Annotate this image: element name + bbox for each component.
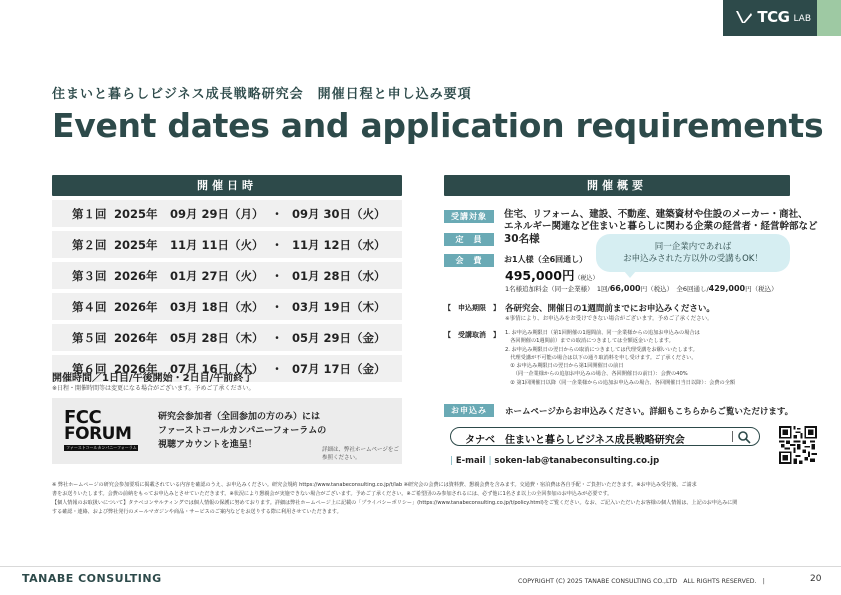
cancel-item: 1. お申込み期限日（第1回開催の1週間前、同一企業様からの追加お申込みの場合は (505, 330, 700, 336)
session-separator: ・ (271, 361, 283, 376)
session-year: 2026年 (114, 330, 158, 345)
add-unit1: 円（税込） 全6回通し/ (640, 285, 709, 293)
price-value: 495,000 (505, 268, 562, 283)
schedule-section (52, 175, 402, 382)
search-icon[interactable] (737, 430, 751, 444)
cancel-item: 代理受講が不可能の場合は以下の通り取消料を申し受けます。ご了承ください。 (505, 354, 697, 361)
capacity-tag: 定 員 (444, 233, 494, 246)
cancel-item: 2. お申込み期限日の翌日からの取消につきましては代理受講をお願いいたします。 (505, 346, 698, 353)
add-label: 1名様追加料金（同一企業様） 1回/ (505, 285, 610, 293)
session-number: 第５回 (72, 330, 107, 345)
copyright: COPYRIGHT (C) 2025 TANABE CONSULTING CO.,LTD ALL RIGHTS RESERVED. | (518, 578, 765, 585)
footer-company-logo: TANABE CONSULTING (22, 572, 162, 585)
fcc-logo-line2: FORUM (64, 424, 132, 444)
session-number: 第４回 (72, 299, 107, 314)
session-end-date: 03月 19日（木） (292, 299, 386, 314)
footnote-line4: する確認・連絡、および弊社発行のメールマガジンや商品・サービスのご案内などをお送りする際に利用させていただきます。 (52, 509, 342, 515)
session-start-date: 11月 11日（火） (170, 237, 264, 252)
session-end-date: 09月 30日（火） (292, 206, 386, 221)
email-label: E-mail (455, 456, 486, 466)
session-start-date: 01月 27日（火） (170, 268, 264, 283)
schedule-note: ※日程・開催時間等は変更になる場合がございます。予めご了承ください。 (52, 385, 255, 392)
session-number: 第１回 (72, 206, 107, 221)
logo-main: TCG (757, 8, 790, 26)
footnote-line2: 書をお送りいたします。会費の前納をもってお申込みとさせていただきます。※状況により懇親会が実施できない場合がございます。予めご了承ください。※ご希望団のみ参加されるには、必ず他に1名さま以上の全回参加のお申込みが必要です。 (52, 491, 613, 497)
fcc-text-line2: ファーストコールカンパニーフォーラムの (158, 426, 327, 436)
schedule-rows (52, 200, 402, 382)
overview-heading: 開催概要 (444, 175, 790, 196)
session-start-date: 03月 18日（水） (170, 299, 264, 314)
top-stripe-green (817, 0, 841, 36)
session-year: 2026年 (114, 299, 158, 314)
apply-text: ホームページからお申込みください。詳細もこちらからご覧いただけます。 (505, 407, 794, 417)
session-end-date: 05月 29日（金） (292, 330, 386, 345)
schedule-heading: 開催日時 (52, 175, 402, 196)
session-start-date: 05月 28日（木） (170, 330, 264, 345)
session-number: 第６回 (72, 361, 107, 376)
bubble-line2: お申込みされた方以外の受講もOK！ (623, 254, 763, 264)
deadline-text: 各研究会、開催日の1週間前までにお申込みください。 (505, 304, 715, 314)
session-start-date: 09月 29日（月） (170, 206, 264, 221)
deadline-label: 【 申込期限 】 (444, 304, 500, 312)
add-price2: 429,000 (708, 284, 746, 293)
logo-sub: LAB (793, 14, 811, 24)
additional-fee (505, 284, 778, 293)
session-separator: ・ (271, 299, 283, 314)
target-row (444, 209, 818, 233)
add-unit2: 円（税込） (745, 285, 778, 293)
capacity-text: 30名様 (504, 233, 540, 245)
add-price1: 66,000 (609, 284, 641, 293)
fcc-logo-bar: ファーストコールカンパニーフォーラム (66, 445, 137, 450)
capacity-row (444, 233, 540, 246)
footnote (52, 481, 792, 517)
schedule-row (52, 324, 402, 351)
cancel-item: ① お申込み期限日の翌日から第1回開催日の前日 (505, 363, 624, 370)
fee-price (505, 266, 598, 284)
fcc-logo-line1: FCC (64, 407, 102, 428)
overview-section (444, 175, 790, 196)
email-line: | E-mail | soken-lab@tanabeconsulting.co.jp (450, 456, 660, 466)
page-title: Event dates and application requirements (52, 106, 824, 145)
session-separator: ・ (271, 237, 283, 252)
deadline-note: ※事情により、お申込みをお受けできない場合がございます。予めご了承ください。 (505, 316, 713, 322)
footnote-line3: 【個人情報のお取扱いについて】タナベコンサルティングでは個人情報の保護に努めております。詳細は弊社ホームページ上に記載の「プライバシーポリシー」(https://www.tanabeconsulting.co.jp/t/policy.html)をご覧ください。なお、ご記入いただいたお客様の個人情報は、上記のお申込みに関 (52, 500, 738, 506)
footnote-line1: ※ 弊社ホームページの研究会参加要項に掲載されている内容を確認のうえ、お申込みください。研究会規約 https://www.tanabeconsulting.co.jp/t/lab ※研究会の会費には資料費、懇親会費を含みます。交通費・宿泊費は各自手配・ご負担いただきます。※お申込み受付後、ご請求 (52, 482, 697, 488)
fcc-text (158, 410, 326, 452)
session-number: 第３回 (72, 268, 107, 283)
session-year: 2025年 (114, 206, 158, 221)
schedule-row (52, 200, 402, 227)
schedule-time: 開催時間／1日目/午後開始・2日目/午前終了 (52, 373, 254, 384)
session-year: 2025年 (114, 237, 158, 252)
fcc-forum-box (52, 398, 402, 464)
session-separator: ・ (271, 206, 283, 221)
fcc-text-line1: 研究会参加者（全回参加の方のみ）には (158, 412, 321, 422)
search-divider (732, 431, 733, 442)
cancel-list (505, 329, 795, 387)
top-band (0, 0, 841, 36)
fee-tag: 会 費 (444, 254, 494, 267)
page-number: 20 (810, 574, 822, 584)
apply-row (444, 404, 494, 417)
target-text-line1: 住宅、リフォーム、建設、不動産、建築資材や住設のメーカー・商社、 (504, 209, 808, 220)
target-text-line2: エネルギー関連など住まいと暮らしに関わる企業の経営者・経営幹部など (504, 221, 818, 232)
bubble-line1: 同一企業内であれば (654, 242, 732, 252)
session-end-date: 07月 17日（金） (292, 361, 386, 376)
session-number: 第２回 (72, 237, 107, 252)
session-separator: ・ (271, 330, 283, 345)
tcg-mark-icon (735, 9, 753, 25)
tcg-lab-logo (735, 8, 811, 26)
cancel-item: （同一企業様からの追加お申込みの場合、各回開催日の前日）：会費の40% (505, 371, 688, 378)
schedule-row (52, 231, 402, 258)
session-year: 2026年 (114, 268, 158, 283)
fcc-small-note: 詳細は、弊社ホームページをご参照ください。 (322, 447, 399, 461)
session-start-date: 07月 16日（木） (170, 361, 264, 376)
same-company-bubble (596, 234, 790, 272)
fcc-text-line3: 視聴アカウントを進呈！ (158, 440, 257, 450)
email-value[interactable]: soken-lab@tanabeconsulting.co.jp (494, 456, 660, 466)
apply-tag: お申込み (444, 404, 494, 417)
session-separator: ・ (271, 268, 283, 283)
session-year: 2026年 (114, 361, 158, 376)
schedule-row (52, 262, 402, 289)
cancel-item: ② 第1回開催日以降（同一企業様からの追加お申込みの場合、各回開催日当日以降）：会費の全額 (505, 379, 736, 386)
target-text (504, 209, 818, 233)
footer-rule (0, 566, 841, 567)
page-subtitle: 住まいと暮らしビジネス成長戦略研究会 開催日程と申し込み要項 (52, 87, 472, 102)
session-end-date: 01月 28日（水） (292, 268, 386, 283)
cancel-label: 【 受講取消 】 (444, 331, 500, 339)
schedule-row (52, 293, 402, 320)
fcc-forum-logo (64, 409, 138, 453)
session-end-date: 11月 12日（水） (292, 237, 386, 252)
search-bar[interactable] (450, 427, 760, 446)
price-unit: 円 (561, 268, 575, 283)
qr-code-icon[interactable] (779, 426, 817, 464)
search-text: タナベ 住まいと暮らしビジネス成長戦略研究会 (465, 435, 685, 446)
target-tag: 受講対象 (444, 210, 494, 223)
cancel-item: 各回開催の1週間前）までの取消につきましては全額返金いたします。 (505, 338, 674, 345)
fee-text: お1人様（全6回通し） (504, 255, 588, 264)
price-tax: （税込） (574, 275, 599, 282)
